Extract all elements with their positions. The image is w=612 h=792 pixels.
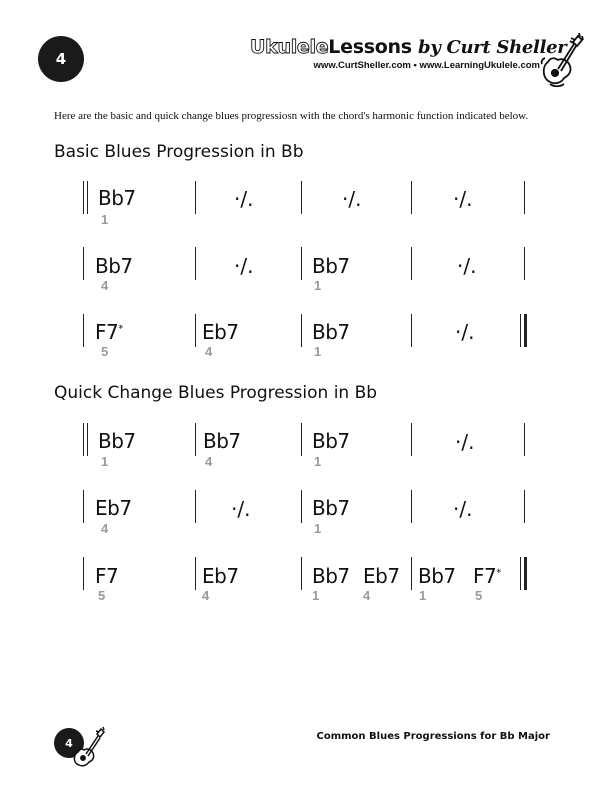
harmonic-degree: 5 [98,588,106,603]
chord-symbol: F7 [95,564,119,588]
barline [524,423,525,456]
repeat-measure-symbol: ·/. [455,320,475,344]
harmonic-degree: 1 [101,212,109,227]
barline [87,181,88,214]
barline [520,557,521,590]
repeat-measure-symbol: ·/. [231,497,251,521]
harmonic-degree: 4 [205,344,213,359]
brand-urls: www.CurtSheller.com • www.LearningUkulele.com [313,60,540,71]
harmonic-degree: 4 [205,454,213,469]
brand-author: by Curt Sheller [418,37,567,58]
harmonic-degree: 4 [101,521,109,536]
brand-header [250,36,567,71]
final-barline [524,314,527,347]
harmonic-degree: 5 [101,344,109,359]
section-title-basic: Basic Blues Progression in Bb [54,142,304,162]
chord-symbol: Bb7 [312,254,350,278]
chord-symbol: Bb7 [203,429,241,453]
harmonic-degree: 5 [475,588,483,603]
barline [301,557,302,590]
page-number: 4 [55,50,67,68]
ukulele-icon [540,32,584,88]
barline [83,557,84,590]
chord-symbol: Bb7 [98,429,136,453]
chord-symbol: Bb7 [312,429,350,453]
harmonic-degree: 1 [314,344,322,359]
barline [195,490,196,523]
barline [301,314,302,347]
barline [411,314,412,347]
chord-symbol: Eb7 [363,564,400,588]
chord-symbol: Bb7 [98,186,136,210]
brand-ukulele: Ukulele [250,36,329,58]
chord-symbol: Bb7 [418,564,456,588]
chord-symbol: F7* [95,320,123,344]
chord-symbol: Eb7 [202,564,239,588]
barline [411,181,412,214]
page-number-badge [38,36,84,82]
barline [83,247,84,280]
footer-title: Common Blues Progressions for Bb Major [316,731,550,742]
brand-title [250,36,567,58]
repeat-measure-symbol: ·/. [455,430,475,454]
barline [301,490,302,523]
barline [83,181,84,214]
harmonic-degree: 4 [363,588,371,603]
intro-paragraph: Here are the basic and quick change blues progressiosn with the chord's harmonic function indicated below. [54,110,529,122]
barline [301,181,302,214]
barline [524,247,525,280]
harmonic-degree: 1 [314,454,322,469]
harmonic-degree: 1 [314,521,322,536]
ukulele-icon [62,722,108,768]
chord-symbol: Bb7 [312,496,350,520]
harmonic-degree: 1 [314,278,322,293]
barline [524,490,525,523]
final-barline [524,557,527,590]
repeat-measure-symbol: ·/. [453,497,473,521]
barline [83,314,84,347]
brand-lessons: Lessons [328,36,412,58]
barline [301,247,302,280]
repeat-measure-symbol: ·/. [342,187,362,211]
barline [83,490,84,523]
chord-symbol: Eb7 [95,496,132,520]
repeat-measure-symbol: ·/. [457,254,477,278]
chord-symbol: F7* [473,564,501,588]
footer-page-number: 4 [65,736,73,750]
barline [520,314,521,347]
section-title-quick-change: Quick Change Blues Progression in Bb [54,383,378,403]
repeat-measure-symbol: ·/. [234,187,254,211]
barline [195,557,196,590]
chord-symbol: Bb7 [312,320,350,344]
chord-symbol: Bb7 [95,254,133,278]
barline [195,314,196,347]
barline [195,423,196,456]
barline [411,423,412,456]
barline [301,423,302,456]
barline [411,490,412,523]
barline [83,423,84,456]
barline [524,181,525,214]
barline [195,247,196,280]
harmonic-degree: 1 [101,454,109,469]
repeat-measure-symbol: ·/. [453,187,473,211]
harmonic-degree: 4 [101,278,109,293]
harmonic-degree: 1 [312,588,320,603]
barline [411,557,412,590]
chord-symbol: Bb7 [312,564,350,588]
chord-symbol: Eb7 [202,320,239,344]
barline [195,181,196,214]
barline [87,423,88,456]
harmonic-degree: 4 [202,588,210,603]
harmonic-degree: 1 [419,588,427,603]
barline [411,247,412,280]
repeat-measure-symbol: ·/. [234,254,254,278]
